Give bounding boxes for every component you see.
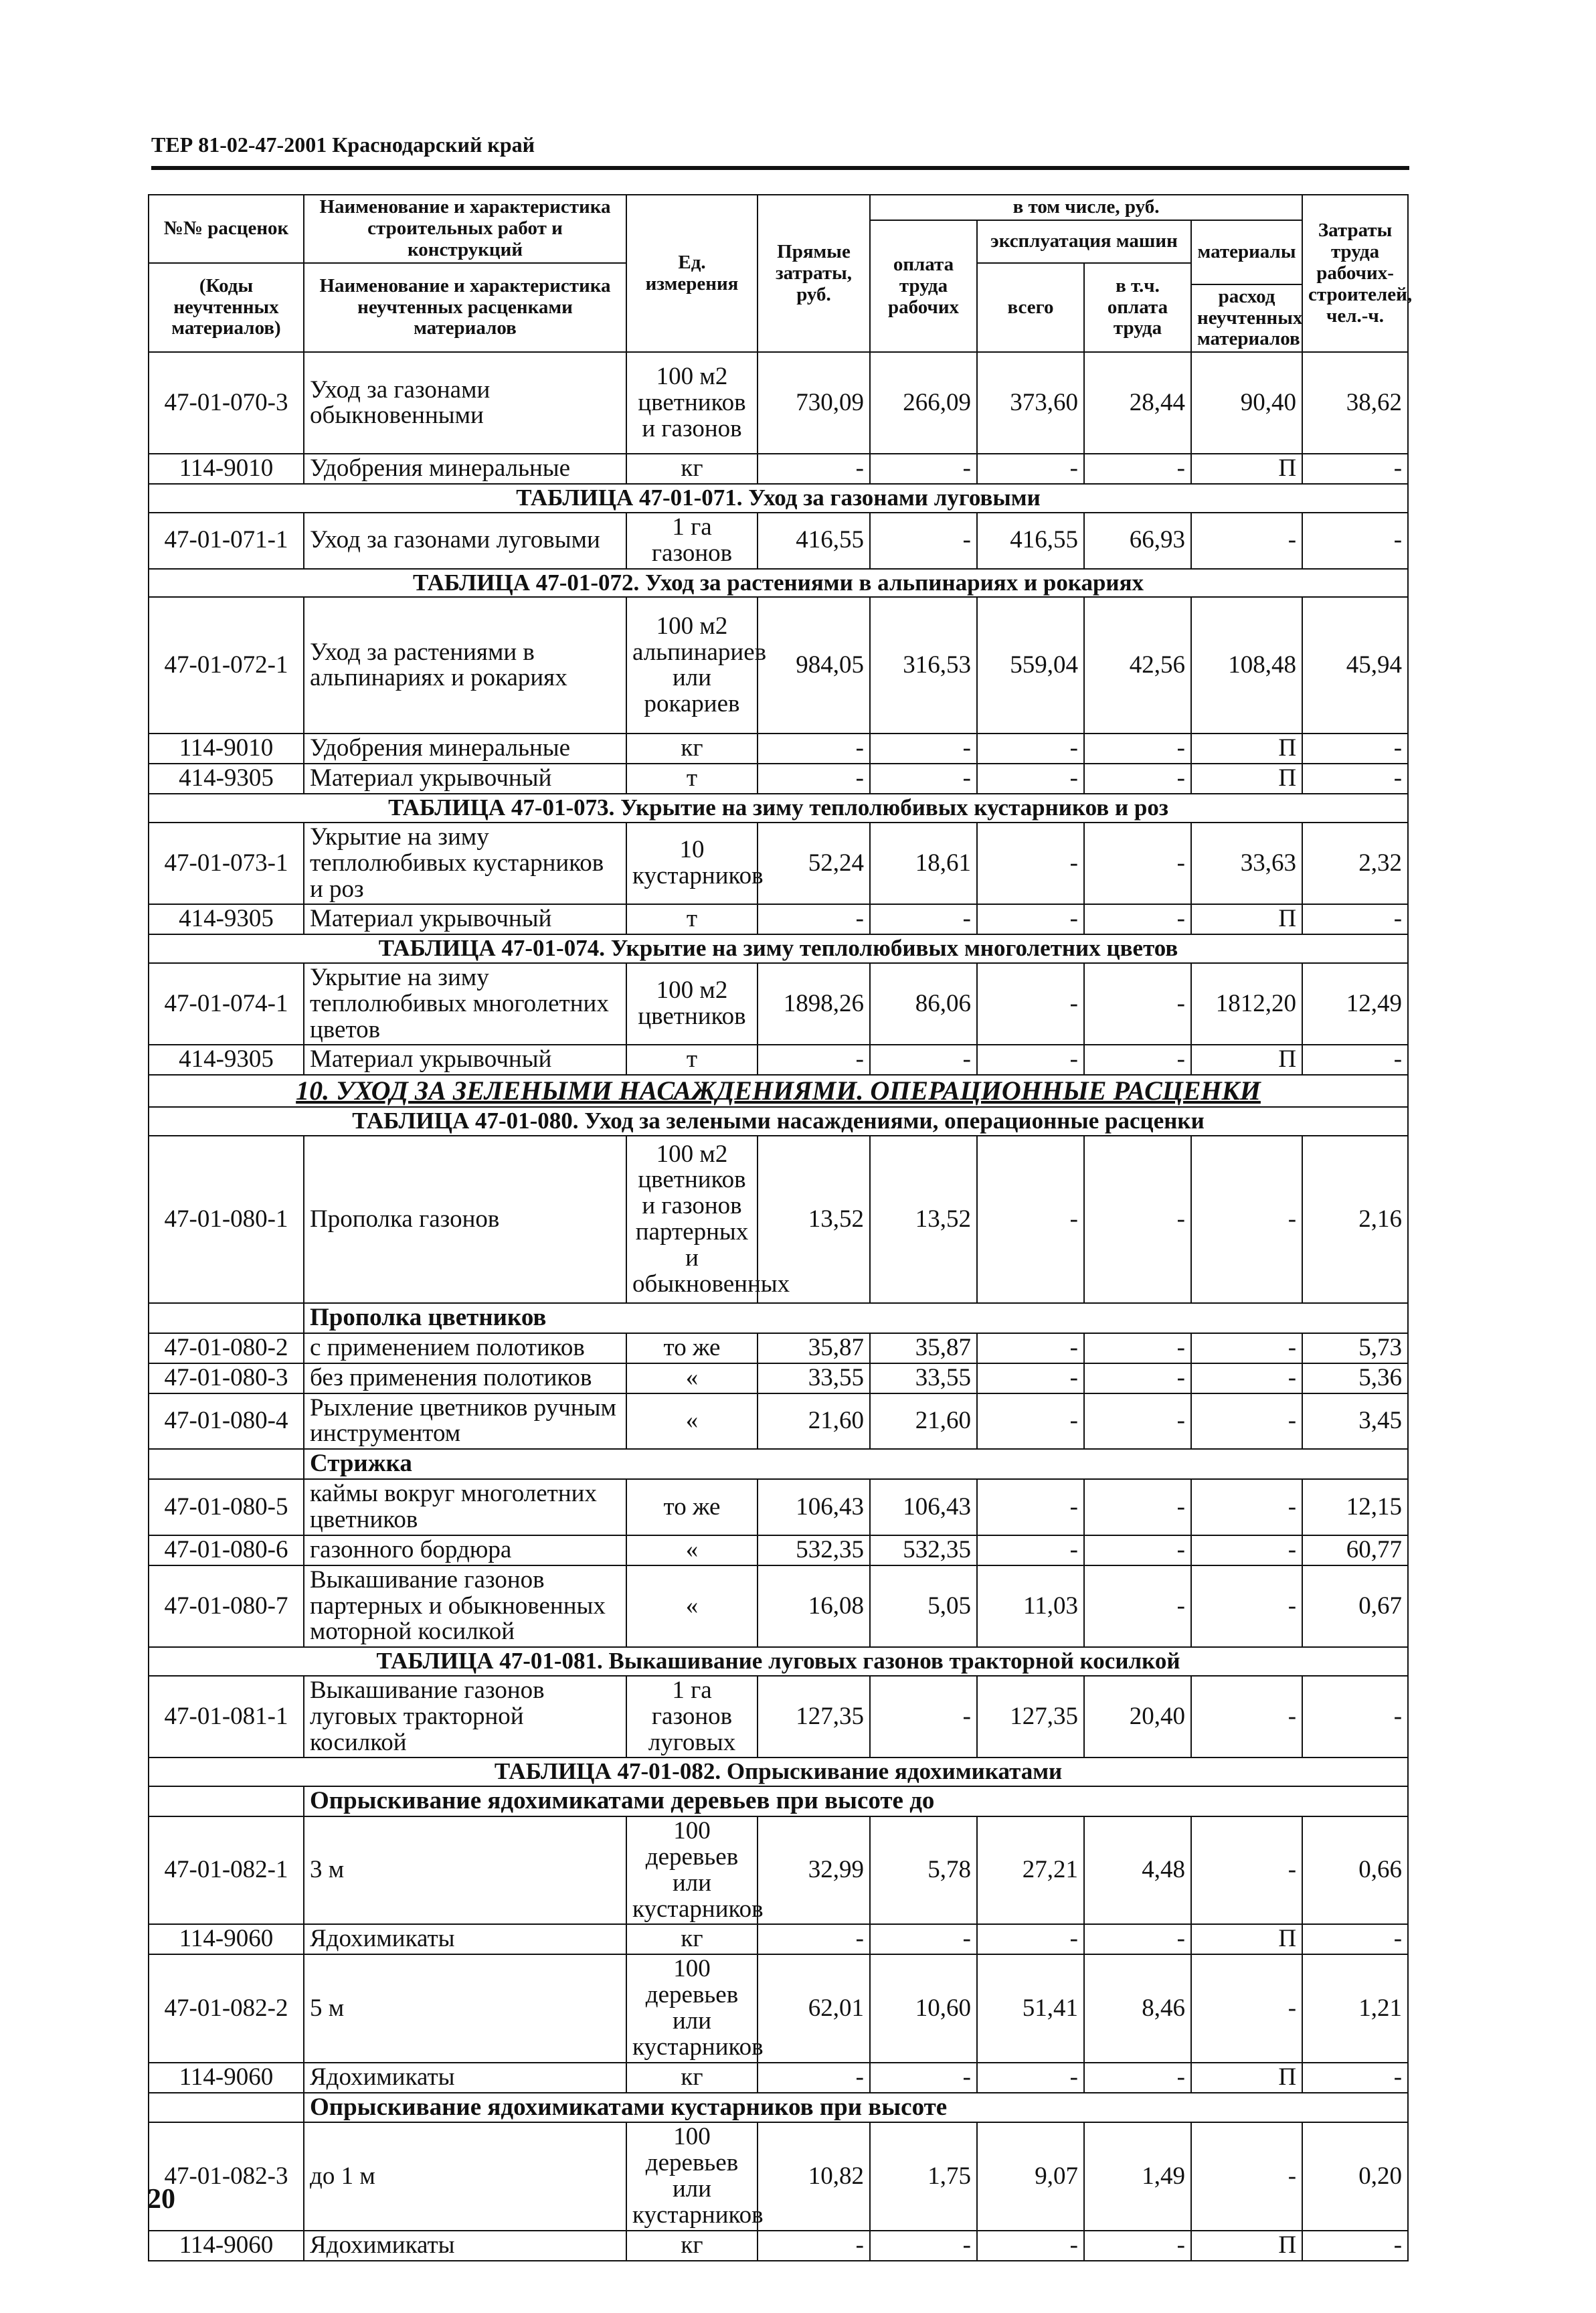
unit-cell: кг <box>626 2231 758 2261</box>
machine-cost-cell: - <box>977 963 1084 1045</box>
unit-cell: 100 м2 цветников <box>626 963 758 1045</box>
subheading: Стрижка <box>304 1449 1408 1479</box>
unit-cell: « <box>626 1363 758 1393</box>
table-title-row <box>149 934 1408 963</box>
code-cell: 47-01-074-1 <box>149 963 304 1045</box>
machine-pay-cell: - <box>1084 2231 1191 2261</box>
machine-pay-cell: - <box>1084 823 1191 905</box>
labor-pay-cell: 35,87 <box>870 1333 977 1363</box>
code-cell: 114-9010 <box>149 454 304 484</box>
table-body <box>149 352 1408 2260</box>
table-title: ТАБЛИЦА 47-01-080. Уход за зелеными насаждениями, операционные расценки <box>149 1107 1408 1136</box>
labor-hours-cell: 0,67 <box>1302 1565 1408 1648</box>
name-cell: каймы вокруг многолетних цветников <box>304 1479 626 1535</box>
direct-cost-cell: 984,05 <box>758 597 870 734</box>
table-row <box>149 2122 1408 2230</box>
materials-cell: 1812,20 <box>1191 963 1302 1045</box>
labor-pay-cell: - <box>870 1676 977 1758</box>
direct-cost-cell: 62,01 <box>758 1954 870 2062</box>
page-number: 20 <box>147 2184 175 2215</box>
labor-hours-cell: - <box>1302 1924 1408 1954</box>
name-cell: Ядохимикаты <box>304 2231 626 2261</box>
materials-cell: - <box>1191 2122 1302 2230</box>
direct-cost-cell: - <box>758 734 870 764</box>
machine-cost-cell: - <box>977 823 1084 905</box>
empty-cell <box>149 1303 304 1333</box>
table-row <box>149 734 1408 764</box>
direct-cost-cell: - <box>758 904 870 934</box>
materials-cell: П <box>1191 454 1302 484</box>
code-cell: 47-01-071-1 <box>149 513 304 569</box>
table-title: ТАБЛИЦА 47-01-072. Уход за растениями в альпинариях и рокариях <box>149 569 1408 598</box>
unit-cell: 100 деревьев или кустарников <box>626 2122 758 2230</box>
table-row <box>149 1333 1408 1363</box>
machine-pay-cell: - <box>1084 1565 1191 1648</box>
direct-cost-cell: - <box>758 2063 870 2093</box>
labor-hours-cell: 38,62 <box>1302 352 1408 454</box>
direct-cost-cell: 33,55 <box>758 1363 870 1393</box>
code-cell: 47-01-080-3 <box>149 1363 304 1393</box>
machine-pay-cell: 20,40 <box>1084 1676 1191 1758</box>
materials-cell: П <box>1191 734 1302 764</box>
labor-pay-cell: - <box>870 2063 977 2093</box>
code-cell: 47-01-072-1 <box>149 597 304 734</box>
name-cell: Уход за растениями в альпинариях и рокариях <box>304 597 626 734</box>
col-mach-header: эксплуатация машин <box>977 220 1191 263</box>
labor-pay-cell: - <box>870 1045 977 1075</box>
labor-pay-cell: 86,06 <box>870 963 977 1045</box>
machine-cost-cell: - <box>977 1045 1084 1075</box>
unit-cell: то же <box>626 1333 758 1363</box>
labor-hours-cell: - <box>1302 904 1408 934</box>
materials-cell: - <box>1191 1363 1302 1393</box>
table-row <box>149 1136 1408 1303</box>
table-title: ТАБЛИЦА 47-01-071. Уход за газонами луговыми <box>149 484 1408 513</box>
name-cell: Материал укрывочный <box>304 1045 626 1075</box>
table-row <box>149 2063 1408 2093</box>
code-cell: 414-9305 <box>149 1045 304 1075</box>
machine-cost-cell: 559,04 <box>977 597 1084 734</box>
code-cell: 47-01-070-3 <box>149 352 304 454</box>
materials-cell: - <box>1191 1535 1302 1565</box>
col-unit-header: Ед. измерения <box>626 195 758 352</box>
table-row <box>149 1565 1408 1648</box>
unit-cell: кг <box>626 1924 758 1954</box>
unit-cell: 1 га газонов <box>626 513 758 569</box>
labor-hours-cell: - <box>1302 734 1408 764</box>
empty-cell <box>149 1449 304 1479</box>
direct-cost-cell: 730,09 <box>758 352 870 454</box>
labor-hours-cell: 5,36 <box>1302 1363 1408 1393</box>
empty-cell <box>149 1786 304 1816</box>
name-cell: Прополка газонов <box>304 1136 626 1303</box>
direct-cost-cell: 1898,26 <box>758 963 870 1045</box>
labor-hours-cell: - <box>1302 2231 1408 2261</box>
labor-hours-cell: 1,21 <box>1302 1954 1408 2062</box>
machine-cost-cell: - <box>977 904 1084 934</box>
materials-cell: П <box>1191 2231 1302 2261</box>
machine-cost-cell: - <box>977 454 1084 484</box>
labor-hours-cell: 0,66 <box>1302 1816 1408 1924</box>
table-title: ТАБЛИЦА 47-01-073. Укрытие на зиму теплолюбивых кустарников и роз <box>149 794 1408 823</box>
code-cell: 414-9305 <box>149 764 304 794</box>
labor-hours-cell: - <box>1302 513 1408 569</box>
col-name-header: Наименование и характеристика строительных работ и конструкций <box>304 195 626 263</box>
code-cell: 47-01-080-6 <box>149 1535 304 1565</box>
machine-pay-cell: - <box>1084 734 1191 764</box>
name-cell: Материал укрывочный <box>304 764 626 794</box>
direct-cost-cell: 10,82 <box>758 2122 870 2230</box>
machine-cost-cell: - <box>977 2063 1084 2093</box>
unit-cell: кг <box>626 454 758 484</box>
labor-hours-cell: - <box>1302 454 1408 484</box>
name-cell: до 1 м <box>304 2122 626 2230</box>
materials-cell: 33,63 <box>1191 823 1302 905</box>
machine-cost-cell: - <box>977 1479 1084 1535</box>
subheading: Опрыскивание ядохимикатами деревьев при высоте до <box>304 1786 1408 1816</box>
unit-cell: 100 деревьев или кустарников <box>626 1816 758 1924</box>
code-cell: 47-01-082-2 <box>149 1954 304 2062</box>
col-mach-pay-header: в т.ч. оплата труда <box>1084 263 1191 353</box>
table-row <box>149 963 1408 1045</box>
col-mat-header: материалы <box>1191 220 1302 284</box>
name-cell: без применения полотиков <box>304 1363 626 1393</box>
table-row <box>149 454 1408 484</box>
name-cell: Ядохимикаты <box>304 2063 626 2093</box>
code-cell: 47-01-080-1 <box>149 1136 304 1303</box>
machine-pay-cell: - <box>1084 904 1191 934</box>
table-row <box>149 823 1408 905</box>
materials-cell: 90,40 <box>1191 352 1302 454</box>
machine-cost-cell: - <box>977 2231 1084 2261</box>
direct-cost-cell: - <box>758 1045 870 1075</box>
name-cell: 3 м <box>304 1816 626 1924</box>
labor-hours-cell: - <box>1302 1045 1408 1075</box>
section-title: 10. УХОД ЗА ЗЕЛЕНЫМИ НАСАЖДЕНИЯМИ. ОПЕРАЦИОННЫЕ РАСЦЕНКИ <box>149 1075 1408 1107</box>
direct-cost-cell: 127,35 <box>758 1676 870 1758</box>
code-cell: 114-9010 <box>149 734 304 764</box>
unit-cell: т <box>626 764 758 794</box>
code-cell: 47-01-080-5 <box>149 1479 304 1535</box>
machine-cost-cell: - <box>977 1535 1084 1565</box>
name-cell: Выкашивание газонов партерных и обыкновенных моторной косилкой <box>304 1565 626 1648</box>
header-rule <box>151 166 1409 170</box>
table-row <box>149 513 1408 569</box>
table-head <box>149 195 1413 352</box>
name-cell: газонного бордюра <box>304 1535 626 1565</box>
materials-cell: - <box>1191 1393 1302 1450</box>
unit-cell: т <box>626 1045 758 1075</box>
materials-cell: - <box>1191 1136 1302 1303</box>
table-title-row <box>149 1107 1408 1136</box>
page-header: ТЕР 81-02-47-2001 Краснодарский край <box>151 133 535 157</box>
machine-cost-cell: 9,07 <box>977 2122 1084 2230</box>
labor-pay-cell: - <box>870 734 977 764</box>
subheading-row <box>149 1449 1408 1479</box>
code-cell: 114-9060 <box>149 1924 304 1954</box>
col-mach-total-header: всего <box>977 263 1084 353</box>
direct-cost-cell: 532,35 <box>758 1535 870 1565</box>
code-cell: 47-01-082-1 <box>149 1816 304 1924</box>
table-title: ТАБЛИЦА 47-01-074. Укрытие на зиму теплолюбивых многолетних цветов <box>149 934 1408 963</box>
machine-cost-cell: 11,03 <box>977 1565 1084 1648</box>
machine-cost-cell: 127,35 <box>977 1676 1084 1758</box>
table-row <box>149 1535 1408 1565</box>
unit-cell: « <box>626 1565 758 1648</box>
table-title-row <box>149 484 1408 513</box>
table-title-row <box>149 1758 1408 1786</box>
machine-cost-cell: 27,21 <box>977 1816 1084 1924</box>
labor-pay-cell: 532,35 <box>870 1535 977 1565</box>
empty-cell <box>149 2093 304 2123</box>
machine-pay-cell: - <box>1084 1924 1191 1954</box>
direct-cost-cell: 416,55 <box>758 513 870 569</box>
machine-cost-cell: - <box>977 1393 1084 1450</box>
code-cell: 114-9060 <box>149 2231 304 2261</box>
unit-cell: 100 деревьев или кустарников <box>626 1954 758 2062</box>
subheading-row <box>149 2093 1408 2123</box>
col-code-sub-header: (Коды неучтенных материалов) <box>149 263 304 353</box>
subheading: Опрыскивание ядохимикатами кустарников при высоте <box>304 2093 1408 2123</box>
name-cell: Удобрения минеральные <box>304 454 626 484</box>
machine-cost-cell: - <box>977 764 1084 794</box>
labor-hours-cell: - <box>1302 764 1408 794</box>
labor-hours-cell: 12,49 <box>1302 963 1408 1045</box>
materials-cell: - <box>1191 1333 1302 1363</box>
labor-hours-cell: 45,94 <box>1302 597 1408 734</box>
unit-cell: « <box>626 1393 758 1450</box>
machine-cost-cell: - <box>977 734 1084 764</box>
machine-pay-cell: - <box>1084 1479 1191 1535</box>
direct-cost-cell: - <box>758 1924 870 1954</box>
labor-pay-cell: 5,05 <box>870 1565 977 1648</box>
subheading: Прополка цветников <box>304 1303 1408 1333</box>
unit-cell: 10 кустарников <box>626 823 758 905</box>
labor-pay-cell: 10,60 <box>870 1954 977 2062</box>
code-cell: 414-9305 <box>149 904 304 934</box>
direct-cost-cell: - <box>758 2231 870 2261</box>
labor-pay-cell: 106,43 <box>870 1479 977 1535</box>
table-title: ТАБЛИЦА 47-01-082. Опрыскивание ядохимикатами <box>149 1758 1408 1786</box>
direct-cost-cell: 52,24 <box>758 823 870 905</box>
table-title-row <box>149 1647 1408 1676</box>
labor-hours-cell: - <box>1302 1676 1408 1758</box>
materials-cell: - <box>1191 1565 1302 1648</box>
name-cell: 5 м <box>304 1954 626 2062</box>
table-row <box>149 1045 1408 1075</box>
machine-pay-cell: 8,46 <box>1084 1954 1191 2062</box>
table-row <box>149 904 1408 934</box>
name-cell: с применением полотиков <box>304 1333 626 1363</box>
name-cell: Выкашивание газонов луговых тракторной косилкой <box>304 1676 626 1758</box>
direct-cost-cell: 32,99 <box>758 1816 870 1924</box>
name-cell: Материал укрывочный <box>304 904 626 934</box>
table-row <box>149 1363 1408 1393</box>
unit-cell: кг <box>626 734 758 764</box>
machine-cost-cell: - <box>977 1924 1084 1954</box>
table-row <box>149 2231 1408 2261</box>
col-direct-header: Прямые затраты, руб. <box>758 195 870 352</box>
materials-cell: - <box>1191 1954 1302 2062</box>
name-cell: Удобрения минеральные <box>304 734 626 764</box>
machine-pay-cell: - <box>1084 764 1191 794</box>
machine-cost-cell: - <box>977 1363 1084 1393</box>
code-cell: 47-01-080-4 <box>149 1393 304 1450</box>
labor-hours-cell: 60,77 <box>1302 1535 1408 1565</box>
subheading-row <box>149 1786 1408 1816</box>
name-cell: Уход за газонами обыкновенными <box>304 352 626 454</box>
direct-cost-cell: 106,43 <box>758 1479 870 1535</box>
unit-cell: « <box>626 1535 758 1565</box>
materials-cell: П <box>1191 764 1302 794</box>
name-cell: Укрытие на зиму теплолюбивых кустарников и роз <box>304 823 626 905</box>
name-cell: Ядохимикаты <box>304 1924 626 1954</box>
materials-cell: - <box>1191 1479 1302 1535</box>
machine-pay-cell: 66,93 <box>1084 513 1191 569</box>
labor-pay-cell: 18,61 <box>870 823 977 905</box>
machine-pay-cell: - <box>1084 1393 1191 1450</box>
table-row <box>149 1816 1408 1924</box>
col-pay-header: оплата труда рабочих <box>870 220 977 352</box>
code-cell: 47-01-081-1 <box>149 1676 304 1758</box>
unit-cell: 100 м2 цветников и газонов <box>626 352 758 454</box>
machine-cost-cell: 373,60 <box>977 352 1084 454</box>
machine-pay-cell: - <box>1084 1136 1191 1303</box>
table-row <box>149 1393 1408 1450</box>
unit-cell: кг <box>626 2063 758 2093</box>
table-row <box>149 352 1408 454</box>
unit-cell: 100 м2 цветников и газонов партерных и обыкновенных <box>626 1136 758 1303</box>
machine-pay-cell: - <box>1084 1333 1191 1363</box>
materials-cell: 108,48 <box>1191 597 1302 734</box>
labor-pay-cell: 1,75 <box>870 2122 977 2230</box>
machine-pay-cell: - <box>1084 1535 1191 1565</box>
table-title-row <box>149 569 1408 598</box>
direct-cost-cell: 16,08 <box>758 1565 870 1648</box>
col-name-sub-header: Наименование и характеристика неучтенных расценками материалов <box>304 263 626 353</box>
labor-pay-cell: 13,52 <box>870 1136 977 1303</box>
machine-pay-cell: - <box>1084 963 1191 1045</box>
table-row <box>149 764 1408 794</box>
machine-pay-cell: 1,49 <box>1084 2122 1191 2230</box>
labor-pay-cell: 5,78 <box>870 1816 977 1924</box>
unit-cell: то же <box>626 1479 758 1535</box>
table-row <box>149 1924 1408 1954</box>
table-row <box>149 1676 1408 1758</box>
materials-cell: П <box>1191 1045 1302 1075</box>
materials-cell: - <box>1191 513 1302 569</box>
machine-pay-cell: - <box>1084 2063 1191 2093</box>
materials-cell: - <box>1191 1676 1302 1758</box>
unit-cell: 100 м2 альпинариев или рокариев <box>626 597 758 734</box>
code-cell: 114-9060 <box>149 2063 304 2093</box>
labor-hours-cell: 12,15 <box>1302 1479 1408 1535</box>
direct-cost-cell: 13,52 <box>758 1136 870 1303</box>
labor-pay-cell: - <box>870 904 977 934</box>
direct-cost-cell: 35,87 <box>758 1333 870 1363</box>
table-row <box>149 597 1408 734</box>
labor-hours-cell: 2,32 <box>1302 823 1408 905</box>
labor-hours-cell: 2,16 <box>1302 1136 1408 1303</box>
direct-cost-cell: 21,60 <box>758 1393 870 1450</box>
machine-pay-cell: - <box>1084 1045 1191 1075</box>
labor-pay-cell: - <box>870 513 977 569</box>
machine-cost-cell: 51,41 <box>977 1954 1084 2062</box>
labor-pay-cell: 21,60 <box>870 1393 977 1450</box>
col-mat-sub-header: расход неучтенных материалов <box>1191 284 1302 353</box>
machine-pay-cell: 28,44 <box>1084 352 1191 454</box>
materials-cell: - <box>1191 1816 1302 1924</box>
machine-pay-cell: 42,56 <box>1084 597 1191 734</box>
name-cell: Укрытие на зиму теплолюбивых многолетних цветов <box>304 963 626 1045</box>
direct-cost-cell: - <box>758 454 870 484</box>
table-row <box>149 1954 1408 2062</box>
materials-cell: П <box>1191 904 1302 934</box>
labor-pay-cell: - <box>870 2231 977 2261</box>
code-cell: 47-01-080-7 <box>149 1565 304 1648</box>
labor-pay-cell: - <box>870 764 977 794</box>
machine-cost-cell: 416,55 <box>977 513 1084 569</box>
direct-cost-cell: - <box>758 764 870 794</box>
machine-pay-cell: 4,48 <box>1084 1816 1191 1924</box>
rates-table <box>148 194 1413 2261</box>
table-title-row <box>149 794 1408 823</box>
table-row <box>149 1479 1408 1535</box>
machine-cost-cell: - <box>977 1333 1084 1363</box>
labor-pay-cell: 33,55 <box>870 1363 977 1393</box>
materials-cell: П <box>1191 1924 1302 1954</box>
labor-pay-cell: 266,09 <box>870 352 977 454</box>
table-title: ТАБЛИЦА 47-01-081. Выкашивание луговых газонов тракторной косилкой <box>149 1647 1408 1676</box>
machine-pay-cell: - <box>1084 1363 1191 1393</box>
name-cell: Уход за газонами луговыми <box>304 513 626 569</box>
labor-pay-cell: - <box>870 1924 977 1954</box>
materials-cell: П <box>1191 2063 1302 2093</box>
labor-hours-cell: 0,20 <box>1302 2122 1408 2230</box>
labor-pay-cell: - <box>870 454 977 484</box>
unit-cell: 1 га газонов луговых <box>626 1676 758 1758</box>
labor-hours-cell: 3,45 <box>1302 1393 1408 1450</box>
unit-cell: т <box>626 904 758 934</box>
code-cell: 47-01-080-2 <box>149 1333 304 1363</box>
labor-pay-cell: 316,53 <box>870 597 977 734</box>
name-cell: Рыхление цветников ручным инструментом <box>304 1393 626 1450</box>
col-labor-header: Затраты труда рабочих-строителей, чел.-ч. <box>1302 195 1408 352</box>
machine-pay-cell: - <box>1084 454 1191 484</box>
col-code-header: №№ расценок <box>149 195 304 263</box>
code-cell: 47-01-073-1 <box>149 823 304 905</box>
machine-cost-cell: - <box>977 1136 1084 1303</box>
section-row <box>149 1075 1408 1107</box>
subheading-row <box>149 1303 1408 1333</box>
group-header: в том числе, руб. <box>870 195 1302 220</box>
code-cell: 47-01-082-3 <box>149 2122 304 2230</box>
labor-hours-cell: 5,73 <box>1302 1333 1408 1363</box>
labor-hours-cell: - <box>1302 2063 1408 2093</box>
